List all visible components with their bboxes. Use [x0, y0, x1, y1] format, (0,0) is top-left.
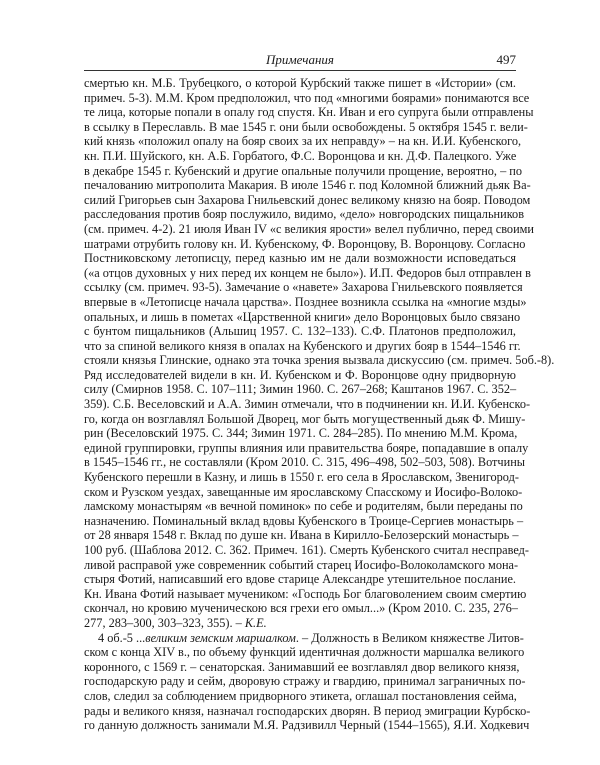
- text-line: [84, 616, 516, 631]
- text-line: назначению. Поминальный вклад вдовы Кубенского в Троице-Сергиев монастырь –: [84, 513, 524, 528]
- text-line: печалованию митрополита Макария. В июле 1546 г. под Коломной ближний дьяк Ва-: [84, 178, 531, 193]
- text-line: Постниковскому летописцу, перед казнью им не дали возможности исповедаться: [84, 251, 516, 266]
- text-line: кий князь «положил опалу на бояр своих за их неправду» – на кн. И.И. Кубенского,: [84, 134, 522, 149]
- text-line: силий Григорьев сын Захарова Гнильевский донес великому князю на бояр. Поводом: [84, 192, 531, 207]
- text-line: го, когда он возглавлял Большой Дворец, мог быть могущественный дьяк Ф. Мишу-: [84, 411, 526, 426]
- text-line: силу (Смирнов 1958. С. 107–111; Зимин 1960. С. 267–268; Каштанов 1967. С. 352–: [84, 382, 517, 397]
- text-line: стояли князья Глинские, однако эта точка зрения вызвала дискуссию (см. примеч. 5об.-8).: [84, 353, 555, 368]
- text-line: 100 руб. (Шаблова 2012. С. 362. Примеч. 161). Смерть Кубенского считал несправед-: [84, 543, 529, 557]
- text-line: примеч. 5-3). М.М. Кром предположил, что под «многими боярами» понимаются все: [84, 90, 530, 105]
- text-line: 359). С.Б. Веселовский и А.А. Зимин отмечали, что в подчинении кн. И.И. Кубенско-: [84, 397, 531, 412]
- text-line: те лица, которые попали в опалу год спустя. Кн. Иван и его супруга были отправлены: [84, 105, 534, 120]
- running-title: Примечания: [266, 52, 334, 67]
- text-line: расследования против бояр послужило, видимо, «дело» новгородских пищальников: [84, 207, 525, 222]
- text-line: рин (Веселовский 1975. С. 344; Зимин 1971. С. 284–285). По мнению М.М. Крома,: [84, 426, 518, 441]
- text-line: смертью кн. М.Б. Трубецкого, о которой Курбский также пишет в «Истории» (см.: [84, 76, 516, 90]
- text-line: Кубенского перешли в Казну, и лишь в 1550 г. его села в Ярославском, Звенигород-: [84, 470, 519, 485]
- text-line: ламскому монастырям «в вечной поминок» по себе и родителям, были переданы по: [84, 499, 523, 514]
- text-line: ском и Рузском уездах, завещанные им ярославскому Спасскому и Иосифо-Волоко-: [84, 484, 523, 499]
- header-rule: [84, 70, 516, 71]
- text-line: (см. примеч. 4-2). 21 июля Иван IV «с великия ярости» велел публично, перед своими: [84, 221, 535, 236]
- text-line: Ряд исследователей видели в кн. И. Кубенском и Ф. Воронцове одну придворную: [84, 367, 516, 382]
- text-line: господарскую раду и сейм, дворовую стражу и гвардию, принимал заграничных по-: [84, 674, 526, 689]
- text-line: стыря Фотий, написавший его вдове старице Александре утешительное послание.: [84, 572, 516, 587]
- text-line: [84, 630, 524, 646]
- author-initials: К.Е.: [244, 615, 267, 630]
- text-line: единой группировки, группы влияния или правительства бояре, попадавшие в опалу: [84, 440, 529, 455]
- text-line: опальных, и лишь в пометах «Царственной книги» дело Воронцовых было связано: [84, 309, 521, 324]
- text-line: коронного, с 1569 г. – сенаторская. Занимавший ее возглавлял двор великого князя,: [84, 659, 520, 674]
- notes-body: [84, 76, 555, 733]
- text-line: что за спиной великого князя в опалах на Кубенского и других бояр в 1544–1546 гг.: [84, 338, 521, 353]
- text-line: ливой расправой уже современник событий старец Иосифо-Волоколамского мона-: [84, 557, 519, 572]
- text-segment: . – Должность в Великом княжестве Литов-: [295, 630, 524, 645]
- text-line: ском с конца XIV в., по объему функций идентичная должности маршалка великого: [84, 645, 525, 660]
- text-line: Кн. Ивана Фотий называет мучеником: «Господь Бог благоволением своим смертию: [84, 586, 527, 601]
- text-line: ссылку (см. примеч. 93-5). Замечание о «навете» Захарова Гнильевского появляется: [84, 280, 523, 295]
- running-header: [84, 52, 516, 68]
- note-paragraph: [84, 630, 531, 733]
- note-paragraph: [84, 76, 555, 616]
- text-line: го данную должность занимали М.Я. Радзивилл Черный (1544–1565), Я.И. Ходкевич: [84, 718, 530, 733]
- page-number: 497: [496, 52, 516, 67]
- text-line: в декабре 1545 г. Кубенский и другие опальные получили прощение, вероятно, – по: [84, 163, 523, 178]
- note-reference: 4 об.-5 ...: [98, 630, 146, 645]
- text-line: с бунтом пищальников (Альшиц 1957. С. 132–133). С.Ф. Платонов предположил,: [84, 324, 516, 339]
- text-line: от 28 января 1548 г. Вклад по душе кн. Ивана в Кирилло-Белозерский монастырь –: [84, 528, 519, 543]
- text-segment: 277, 283–300, 303–323, 355). –: [84, 615, 245, 630]
- text-line: скончал, но кровию мученическою вся грехи его омыл...» (Кром 2010. С. 235, 276–: [84, 601, 518, 616]
- text-line: шатрами отрубить голову кн. И. Кубенскому, Ф. Воронцову, В. Воронцову. Согласно: [84, 236, 526, 251]
- text-line: в 1545–1546 гг., не составляли (Кром 2010. С. 315, 496–498, 502–503, 508). Вотчины: [84, 455, 526, 470]
- note-lemma: великим земским маршалком: [145, 630, 296, 645]
- text-line: рады и великого князя, назначал господарских дворян. В период эмиграции Курбско-: [84, 703, 531, 718]
- text-line: кн. П.И. Шуйского, кн. А.Б. Горбатого, Ф.С. Воронцова и кн. Д.Ф. Палецкого. Уже: [84, 148, 517, 163]
- text-line: слов, следил за соблюдением придворного этикета, оглашал постановления сейма,: [84, 688, 517, 703]
- text-line: впервые в «Летописце начала царства». Позднее возникла ссылка на «многие мзды»: [84, 294, 527, 309]
- text-line: в ссылку в Переславль. В мае 1545 г. они были освобождены. 5 октября 1545 г. вели-: [84, 119, 528, 134]
- text-line: («а отцов духовных у них перед их концем не было»). И.П. Федоров был отправлен в: [84, 265, 531, 280]
